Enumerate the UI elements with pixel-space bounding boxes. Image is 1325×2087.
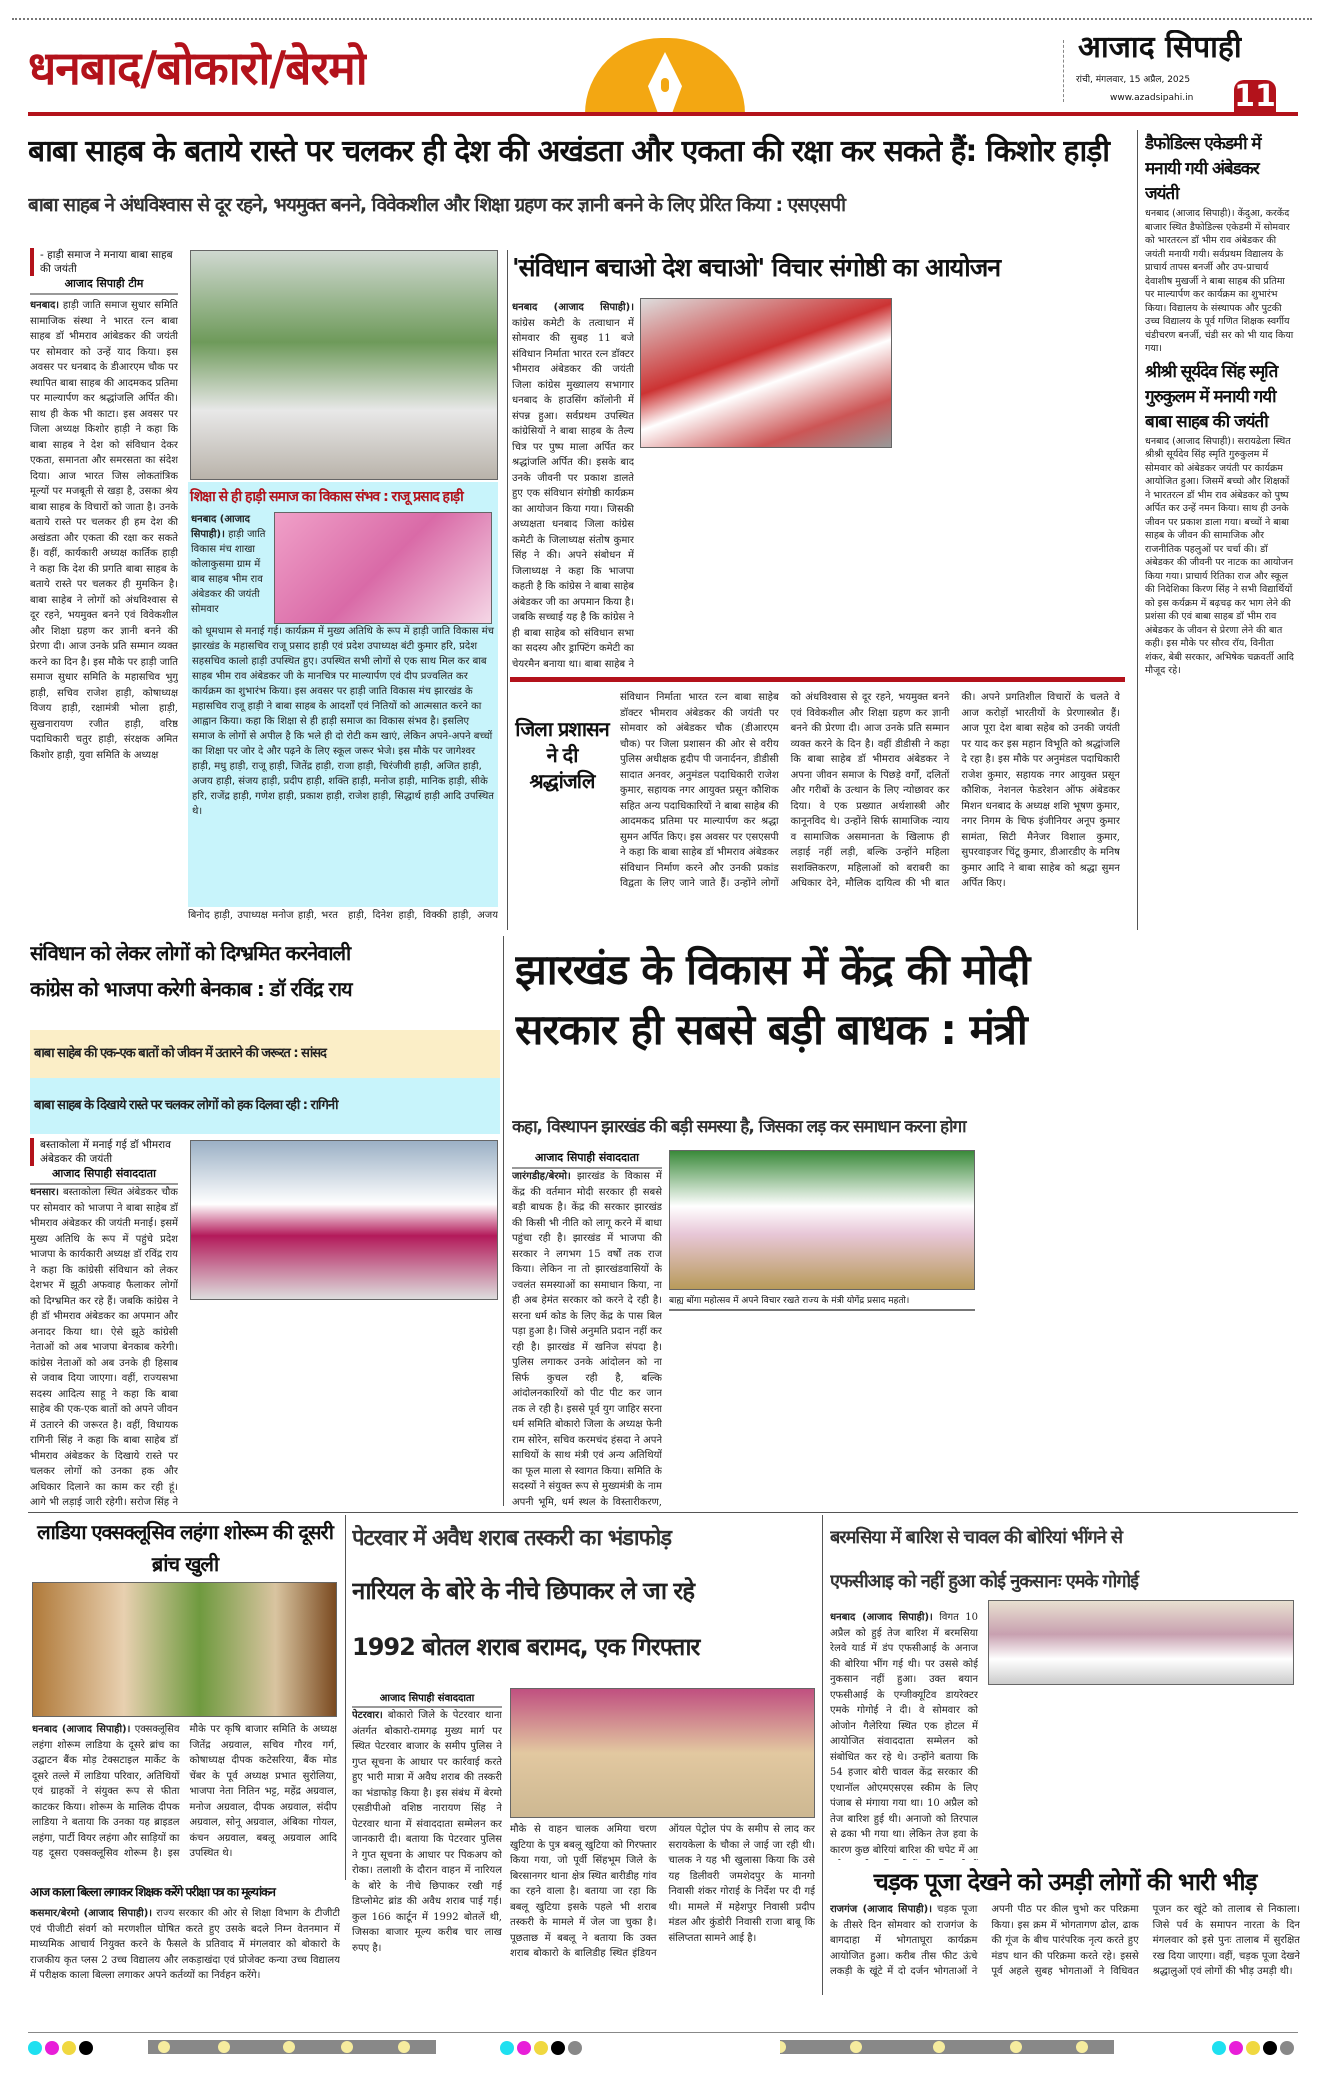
lead-headline: बाबा साहब के बताये रास्ते पर चलकर ही देश की अखंडता और एकता की रक्षा कर सकते हैं: किशोर हाड़ी [28, 134, 1110, 169]
admin-body: संविधान निर्माता भारत रत्न बाबा साहेब डॉक्टर भीमराव अंबेडकर की जयंती पर सोमवार को अंबेडकर चौक (डीआरएम चौक) पर जिला प्रशासन की ओर से वरीय पुलिस अधीक्षक हृदीप पी जनार्दनन, डीडीसी सादात अनवर, अनुमंडल पदाधिकारी राजेश कुमार, सहायक नगर आयुक्त प्रसून कौशिक सहित अन्य पदाधिकारियों ने बाबा साहेब की आदमकद प्रतिमा पर माल्यार्पण कर श्रद्धा सुमन अर्पित किए। इस अवसर पर एसएसपी ने कहा कि बाबा साहेब डॉ भीमराव अंबेडकर संविधान निर्माण करने और उनकी प्रकांड विद्वता के लिए जाने जाते हैं। उन्होंने लोगों को अंधविश्वास से दूर रहने, भयमुक्त बनने एवं विवेकशील और शिक्षा ग्रहण कर ज्ञानी बनने की प्रेरणा दी। आज उनके प्रति सम्मान व्यक्त करने के दिन है। वहीं डीडीसी ने कहा कि बाबा साहेब डॉ भीमराव अंबेडकर ने अपना जीवन समाज के पिछड़े वर्गों, दलितों और गरीबों के उत्थान के लिए न्योछावर कर दिया। वे एक प्रख्यात अर्थशास्त्री और कानूनविद थे। उन्होंने सिर्फ सामाजिक न्याय व सामाजिक असमानता के खिलाफ ही लड़ाई नहीं लड़ी, बल्कि उन्होंने महिला सशक्तिकरण, महिलाओं को बराबरी का अधिकार देने, मौलिक दायित्व की भी बात की। अपने प्रगतिशील विचारों के चलते वे आज करोड़ों भारतीयों के प्रेरणास्त्रोत हैं। आज पूरा देश बाबा सहेब को उनकी जयंती पर याद कर इस महान विभूति को श्रद्धांजलि दे रहा है। इस मौके पर अनुमंडल पदाधिकारी राजेश कुमार, सहायक नगर आयुक्त प्रसून कौशिक, नेशनल फेडरेशन ऑफ अंबेडकर मिशन धनबाद के अध्यक्ष शशि भूषण कुमार, नगर निगम के चिफ इंजीनियर अनूप कुमार सामंता, सिटी मैनेजर विशाल कुमार, सुपरवाइजर चिंटू कुमार, डीआरडीए के मनिष कुमार आदि ने बाबा साहेब को श्रद्धा सुमन अर्पित किए। [620, 692, 1120, 889]
bjp-byline: आजाद सिपाही संवाददाता [30, 1166, 178, 1185]
yellow-dot [1010, 2041, 1022, 2053]
grey-mark [568, 2041, 582, 2055]
yellow-dot [780, 2041, 786, 2053]
teacher-body-text: राज्य सरकार की ओर से शिक्षा विभाग के टीजीटी एवं पीजीटी संवर्ग को मरणशील घोषित करते हुए उसके बदले निम्न वेतनमान में माध्यमिक आचार्य नियुक्त करने के फैसले के प्रतिवाद में मंगलवार को बोकारो के राजकीय कृत प्लस 2 उच्च विद्यालय और लकड़ाखंदा एवं प्रोजेक्ट कन्या उच्च विद्यालय में परीक्षक काला बिल्ला लगाकर अपने कर्तव्यों का निर्वहन करेंगे। [30, 1908, 340, 1981]
liquor-body-left-text: बोकारो जिले के पेटरवार थाना अंतर्गत बोकारो-रामगढ़ मुख्य मार्ग पर स्थित पेटरवार बाजार के समीप पुलिस ने गुप्त सूचना के आधार पर कार्रवाई करते हुए भारी मात्रा में अवैध शराब की तस्करी का भंडाफोड़ किया है। इस संबंध में बेरमो एसडीपीओ वशिष्ठ नारायण सिंह ने पेटरवार थाना में संवाददाता सम्मेलन कर जानकारी दी। बताया कि पेटरवार पुलिस ने गुप्त सूचना के आधार पर पिकअप को रोका। तलाशी के दौरान वाहन में नारियल के बोरे के नीचे छिपाकर रखी गई डिप्लोमेट ब्रांड की अवैध शराब पाई गई। कुल 166 कार्टून में 1992 बोतलें थी, जिसका बाजार मूल्य करीब चार लाख रुपए है। [352, 1710, 502, 1954]
lead-kicker: - हाड़ी समाज ने मनाया बाबा साहब की जयंती [30, 248, 178, 276]
yellow-dot [341, 2041, 353, 2053]
page-number: 11 [1234, 80, 1276, 114]
column-divider [345, 1515, 346, 1880]
sidebar-story1-headline: डैफोडिल्स एकेडमी में मनायी गयी अंबेडकर जयंती [1145, 134, 1261, 204]
showroom-dateline: धनबाद (आजाद सिपाही)। [32, 1724, 131, 1735]
black-mark [79, 2041, 93, 2055]
admin-col1 [512, 690, 612, 926]
dateline: रांची, मंगलवार, 15 अप्रैल, 2025 [1076, 75, 1191, 85]
column-divider [507, 250, 508, 930]
box-body: को धूमधाम से मनाई गई। कार्यक्रम में मुख्य अतिथि के रूप में हाड़ी जाति विकास मंच झारखंड के महासचिव राजू प्रसाद हाड़ी एवं प्रदेश उपाध्यक्ष बंटी कुमार हरि, प्रदेश सहसचिव कालो हाड़ी उपस्थित हुए। उपस्थित सभी लोगों से एक साथ मिल कर बाब साहब भीम राव अंबेडकर जी के मानचित्र पर माल्यार्पण एवं दीप प्रज्वलित कर कार्यक्रम का शुभारंभ किया। इस अवसर पर हाड़ी जाति विकास मंच झारखंड के महासचिव राजू हाड़ी ने बाबा साहब के आदर्शों एवं नितियों को आत्मसात करने का आह्वान किया। कहा कि शिक्षा से ही हाड़ी समाज का विकास संभव है। इसलिए समाज के लोगों से अपील है कि भले ही दो रोटी कम खाएं, लेकिन अपने-अपने बच्चों का शिक्षा पर जोर दे और पढ़ने के लिए स्कूल जरूर भेजे। इस मौके पर जागेश्वर हाड़ी, मधु हाड़ी, राजू हाड़ी, जितेंद्र हाड़ी, राजा हाड़ी, चिरंजीवी हाड़ी, अजित हाड़ी, अजय हाड़ी, संजय हाड़ी, प्रदीप हाड़ी, शक्ति हाड़ी, मनोज हाड़ी, मानिक हाड़ी, सीके हरि, राजेंद्र हाड़ी, गणेश हाड़ी, प्रकाश हाड़ी, राजेश हाड़ी, सिद्धार्थ हाड़ी आदि उपस्थित थे। [192, 626, 494, 817]
black-mark [551, 2041, 565, 2055]
row-rule [28, 1512, 1298, 1513]
sidebar-story2-text: सरायढेला स्थित श्रीश्री सूर्यदेव सिंह स्मृति गुरुकुलम में सोमवार को अंबेडकर जयंती पर कार्यक्रम आयोजित हुआ। जिसमें बच्चो और शिक्षकों ने भारतरत्न डॉ भीम राव अंबेडकर को पुष्प अर्पित कर उन्हें नमन किया। साथ ही उनके जीवन पर प्रकाश डाला गया। बच्चों ने बाबा साहब के जीवन की सामाजिक और राजनीतिक पहलुओं पर चर्चा की। डॉ अंबेडकर की जीवनी पर नाटक का आयोजन किया गया। प्राचार्य रितिका राज और स्कूल की निदेशिका किरण सिंह ने सभी विद्यार्थियों को इस कर्यक्रम में बढ़चढ़ कर भाग लेने की प्रशंसा की एवं बाबा साहब डॉ भीम राव अंबेडकर के जीवन से प्रेरणा लेने की बात कही। इस मौके पर सौरव रॉय, विनीता शंकर, बेबी सरकार, अभिषेक चक्रवर्ती आदि मौजूद रहे। [1145, 435, 1294, 676]
paper-name: आजाद सिपाही [1078, 30, 1242, 65]
seminar-photo [640, 298, 892, 448]
teacher-body [30, 1906, 340, 2016]
minister-photo [669, 1150, 975, 1290]
magenta-mark [45, 2041, 59, 2055]
liquor-photo [510, 1688, 815, 1818]
chadak-headline: चड़क पूजा देखने को उमड़ी लोगों की भारी भीड़ [873, 1868, 1257, 1896]
yellow-mark [62, 2041, 76, 2055]
footer-rule [28, 2032, 1298, 2033]
column-divider [503, 936, 504, 1506]
magenta-mark [517, 2041, 531, 2055]
minister-dateline: जारंगडीह/बेरमो। [512, 1171, 571, 1182]
sidebar-divider [1137, 130, 1138, 930]
yellow-dot [1076, 2041, 1088, 2053]
yellow-dot [850, 2041, 862, 2053]
registration-marks-centre [500, 2040, 590, 2056]
liquor-headline-3: 1992 बोतल शराब बरामद, एक गिरफ्तार [352, 1633, 700, 1661]
box-story [188, 482, 498, 907]
fci-headline-2: एफसीआइ को नहीं हुआ कोई नुकसानः एमके गोगोई [830, 1571, 1138, 1592]
section-rule [510, 677, 1125, 682]
top-rule [12, 18, 1312, 20]
lead-photo [190, 250, 498, 480]
fci-body-text: विगत 10 अप्रैल को हुई तेज बारिश में बरमसिया रेलवे यार्ड में डंप एफसीआई के अनाज की बोरिया भींग गई थी। पर उससे कोई नुकसान नहीं हुआ। उक्त बयान एफसीआई के एग्जीक्यूटिव डायरेक्टर एमके गोगोई ने दी। वे सोमवार को ओजोन गैलेरिया स्थित एक होटल में आयोजित संवाददाता सम्मेलन को संबोधित कर रहे थे। उन्होंने बताया कि 54 हजार बोरी चावल केंद्र सरकार की एथानॉल ओएमएसएस स्कीम के लिए पंजाब से मंगाया गया था। 10 अप्रैल को तेज बारिश हुई थी। अनाजो को तिरपाल से ढका भी गया था। लेकिन तेज हवा के कारण कुछ बोरियां बारिश की चपेट में आ [830, 1612, 978, 1856]
bjp-dateline: धनसार। [30, 1187, 59, 1198]
showroom-photo [32, 1582, 337, 1717]
yellow-mark [1246, 2041, 1260, 2055]
liquor-col1 [352, 1690, 502, 2020]
colour-bar-left [148, 2040, 436, 2054]
masthead-rule [28, 112, 1298, 116]
teacher-headline: आज काला बिल्ला लगाकर शिक्षक करेंगे परीक्षा पत्र का मूल्यांकन [30, 1885, 275, 1899]
lead-dateline: धनबाद। [30, 300, 60, 311]
minister-headline-1: झारखंड के विकास में केंद्र की मोदी [515, 945, 1030, 994]
colour-bar-right [780, 2040, 1114, 2054]
minister-col3 [985, 1150, 1295, 1506]
minister-photo-caption: बाह्य बोंगा महोत्सव में अपने विचार रखते राज्य के मंत्री योगेंद्र प्रसाद महतो। [669, 1293, 975, 1311]
lead-body-text: हाड़ी जाति समाज सुधार समिति सामाजिक संस्था ने भारत रत्न बाबा साहब डॉ भीमराव आंबेडकर की जयंती पर सोमवार को उन्हें याद किया। इस अवसर पर धनबाद के डीआरएम चौक पर स्थापित बाबा साहब की आदमकद प्रतिमा पर माल्यार्पण कर श्रद्धांजलि अर्पित की। साथ ही केक भी काटा। इस अवसर पर जिला अध्यक्ष किशोर हाड़ी ने कहा कि बाबा साहब ने देश को संविधान देकर एकता, समानता और समरसता का संदेश दिया। आज भारत जिस लोकतांत्रिक मूल्यों पर मजबूती से खड़ा है, उसका श्रेय बाबा साहब के विचारों को जाता है। उनके बताये रास्ते पर चलकर ही हम देश की अखंडता और एकता की रक्षा कर सकते हैं। वहीं, कार्यकारी अध्यक्ष कार्तिक हाड़ी ने कहा कि देश की प्रगति बाबा साहब के बताये रास्ते पर चलकर ही मुमकिन है। बाबा साहेब ने लोगों को अंधविश्वास से दूर रहने, भयमुक्त बनने एवं विवेकशील और शिक्षा ग्रहण कर ज्ञानी बनने की प्रेरणा दी। आज उनके प्रति सम्मान व्यक्त करने का दिन है। इस मौके पर हाड़ी जाति समाज सुधार समिति के महासचिव भुगु हाड़ी, सचिव राजेश हाड़ी, कोषाध्यक्ष विजय हाड़ी, रक्षामंत्री भोला हाड़ी, सुखनारायण रजीत हाड़ी, वरिष्ठ पदाधिकारी चतुर हाड़ी, संरक्षक अमित किशोर हाड़ी, युवा समिति के अध्यक्ष [30, 300, 178, 761]
fci-col1 [830, 1610, 978, 1860]
box-photo [274, 512, 492, 624]
cyan-mark [1212, 2041, 1226, 2055]
magenta-mark [1229, 2041, 1243, 2055]
box-dateline: धनबाद (आजाद सिपाही)। [191, 514, 250, 540]
minister-body-text: झारखंड के विकास में केंद्र की वर्तमान मोदी सरकार ही सबसे बड़ी बाधक है। केंद्र की सरकार झारखंड की किसी भी नीति को लागू करने में बाधा पहुंचा रही है। झारखंड में भाजपा की सरकार ने लगभग 15 वर्षों तक राज किया। लेकिन ना तो झारखंडवासियों के ज्वलंत समस्याओं का समाधान किया, ना ही अब हेमंत सरकार को करने दे रही है। सरना धर्म कोड के लिए केंद्र के पास बिल पड़ा हुआ है। जिसे अनुमति प्रदान नहीं कर रही है। झारखंड में खनिज संपदा है। पुलिस लगाकर उनके आंदोलन को ना सिर्फ कुचल रही है, बल्कि आंदोलनकारियों को पीट पीट कर जान तक ले रही है। इससे पूर्व युग जाहिर सरना धर्म समिति बोकारो जिला के अध्यक्ष फेनी राम सोरेन, सचिव करमचंद हंसदा ने अपने साथियों के साथ मंत्री एवं अन्य अतिथियों का फूल माला से स्वागत किया। समिति के सदस्यों ने संयुक्त रूप से मुख्यमंत्री के नाम अपनी भूमि, धर्म स्थल के विस्तारीकरण, [512, 1171, 662, 1508]
yellow-mark [534, 2041, 548, 2055]
chadak-body-text: चड़क पूजा के तीसरे दिन सोमवार को राजगंज के बागदाहा में भोगताघूरा कार्यक्रम आयोजित हुआ। करीब तीस फीट ऊंचे लकड़ी के खूंटे में दो दर्जन भोगताओं ने अपनी पीठ पर कील चुभो कर परिक्रमा किया। इस क्रम में भोगतागण ढोल, ढाक की गूंज के बीच पारंपरिक नृत्य करते हुए मंडप थान की परिक्रमा करते रहे। इससे पूर्व अहले सुबह भोगताओं ने विधिवत पूजन कर खूंटे को तालाब से निकाला। जिसे पर्व के समापन नारता के दिन मंगलवार को इसे पुनः तालाब में सुरक्षित रख दिया जाएगा। वहीं, चड़क पूजा देखने श्रद्धालुओं एवं लोगों की भीड़ उमड़ी थी। [830, 1904, 1300, 1977]
fci-photo [988, 1600, 1294, 1685]
website-link[interactable]: www.azadsipahi.in [1110, 93, 1194, 103]
lead-story-column [30, 248, 178, 928]
fci-headline-1: बरमसिया में बारिश से चावल की बोरियां भींगने से [830, 1527, 1123, 1548]
seminar-col2 [640, 455, 892, 673]
box-wrap-body: हाड़ी जाति विकास मंच शाखा कोलाकुसमा ग्राम में बाब साहब भीम राव अंबेडकर की जयंती सोमवार [191, 529, 266, 615]
minister-col2 [669, 1312, 975, 1507]
yellow-dot [283, 2041, 295, 2053]
fci-dateline: धनबाद (आजाद सिपाही)। [830, 1612, 933, 1623]
bjp-story-col [30, 1138, 178, 1508]
minister-byline: आजाद सिपाही संवाददाता [512, 1150, 662, 1169]
bjp-kicker: बस्ताकोला में मनाई गई डॉ भीमराव अंबेडकर की जयंती [30, 1138, 178, 1166]
seminar-dateline: धनबाद (आजाद सिपाही)। [512, 302, 634, 313]
showroom-body-text: एक्सक्लूसिव लहंगा शोरूम लाडिया के दूसरे ब्रांच का उद्घाटन बैंक मोड़ टेक्सटाइल मार्केट के दूसरे तल्ले में लाडिया परिवार, अतिथियों एवं ग्राहकों ने संयुक्त रूप से फीता काटकर किया। शोरूम के मालिक दीपक लाडिया ने बताया कि उनका यह ब्राइडल लहंगा, पार्टी वियर लहंगा और साड़ियों का यह दूसरा एक्सक्लूसिव शोरूम है। इस मौके पर कृषि बाजार समिति के अध्यक्ष जितेंद्र अग्रवाल, सचिव गौरव गर्ग, कोषाध्यक्ष दीपक कटेसरिया, बैंक मोड चेंबर के पूर्व अध्यक्ष प्रभात सुरोलिया, भाजपा नेता नितिन भट्ट, महेंद्र अग्रवाल, मनोज अग्रवाल, दीपक अग्रवाल, संदीप अग्रवाल, सोनू अग्रवाल, अंबिका गोयल, कंचन अग्रवाल, बबलू अग्रवाल आदि उपस्थित थे। [32, 1724, 337, 1859]
seminar-col3 [900, 300, 1025, 672]
masthead-divider [1063, 40, 1064, 102]
bjp-headline-1: संविधान को लेकर लोगों को दिग्भ्रमित करनेवाली [30, 941, 351, 965]
minister-body [512, 1169, 662, 1510]
grey-mark [1280, 2041, 1294, 2055]
minister-subheadline: कहा, विस्थापन झारखंड की बड़ी समस्या है, जिसका लड़ कर समाधान करना होगा [512, 1117, 966, 1137]
section-title: धनबाद/बोकारो/बेरमो [28, 41, 367, 95]
seminar-body: कांग्रेस कमेटी के तत्वाधान में सोमवार की सुबह 11 बजे संविधान निर्माता भारत रत्न डॉक्टर भीमराव अंबेडकर की जयंती जिला कांग्रेस मुख्यालय सभागार धनबाद के हाउसिंग कॉलोनी में संपन्न हुआ। सर्वप्रथम उपस्थित कांग्रेसियों ने बाबा साहब के तैल्य चित्र पर पुष्प माला अर्पित कर श्रद्धांजलि अर्पित की। इसके बाद उनके जीवनी पर प्रकाश डालते हुए एक संविधान संगोष्ठी कार्यक्रम का आयोजन किया गया। जिसकी अध्यक्षता धनबाद जिला कांग्रेस कमेटी के जिलाध्यक्ष संतोष कुमार सिंह ने की। अपने संबोधन में जिलाध्यक्ष ने कहा कि भाजपा कहती है कि कांग्रेस ने बाबा साहेब अंबेडकर जी का अपमान किया है। जबकि सच्चाई यह है कि कांग्रेस ने ही बाबा साहेब को संविधान सभा का सदस्य और ड्राफ्टिंग कमेटी का चेयरमैन बनाया था। बाबा साहेब ने [512, 317, 634, 670]
fci-body-cont [988, 1690, 1294, 1860]
cyan-mark [500, 2041, 514, 2055]
bjp-deck-1: बाबा साहेब की एक-एक बातों को जीवन में उतारने की जरूरत : सांसद [30, 1030, 500, 1078]
lead-body-cont: बिनोद हाड़ी, उपाध्यक्ष मनोज हाड़ी, भरत हाड़ी, दिनेश हाड़ी, विक्की हाड़ी, अजय [188, 910, 498, 921]
liquor-dateline: पेटरवार। [352, 1710, 383, 1721]
bjp-deck-2: बाबा साहब के दिखाये रास्ते पर चलकर लोगों को हक दिलवा रही : रागिनी [30, 1078, 500, 1134]
liquor-byline: आजाद सिपाही संवाददाता [352, 1690, 502, 1708]
teacher-dateline: कसमार/बेरमो (आजाद सिपाही)। [30, 1908, 153, 1919]
minister-col1 [512, 1150, 662, 1510]
sidebar [1145, 132, 1295, 928]
minister-headline-2: सरकार ही सबसे बड़ी बाधक : मंत्री [515, 1005, 1027, 1054]
sidebar-story2-headline: श्रीश्री सूर्यदेव सिंह स्मृति गुरुकुलम में मनायी गयी बाबा साहब की जयंती [1145, 361, 1278, 432]
yellow-dot [158, 2041, 170, 2053]
lead-body [30, 298, 178, 763]
chadak-dateline: राजगंज (आजाद सिपाही)। [830, 1904, 932, 1915]
registration-marks-left [28, 2040, 108, 2056]
sidebar-story1-text: केंदुआ, करकेंद बाजार स्थित डैफोडिल्स एकेडमी में सोमवार को भारतरत्न डॉ भीम राव अंबेडकर की जयंती मनायी गयी। सर्वप्रथम विद्यालय के प्राचार्य तापस बनर्जी और उप-प्राचार्य देवाशीष मुखर्जी ने बाबा साहब की प्रतिमा पर माल्यार्पण कर कार्यक्रम का शुभारंभ किया। विद्यालय के संस्थापक और पुटकी उच्च विद्यालय के पूर्व गणित शिक्षक स्वर्गीय चंडीचरण बनर्जी, चंडी सर को भी याद किया गया। [1145, 208, 1294, 354]
lead-byline: आजाद सिपाही टीम [30, 276, 178, 295]
admin-headline: जिला प्रशासन ने दी श्रद्धांजलि [515, 717, 609, 793]
sidebar-story2-body [1145, 435, 1295, 678]
liquor-body-left [352, 1708, 502, 1956]
sidebar-story1-dateline: धनबाद (आजाद सिपाही)। [1145, 208, 1235, 219]
seminar-headline: 'संविधान बचाओ देश बचाओ' विचार संगोष्ठी का आयोजन [512, 253, 1001, 282]
bjp-body-cont [190, 1305, 498, 1505]
chadak-body [830, 1902, 1300, 2010]
liquor-headline-2: नारियल के बोरे के नीचे छिपाकर ले जा रहे [352, 1577, 694, 1605]
sidebar-story1-body [1145, 207, 1295, 356]
box-wrap-text [188, 512, 266, 624]
box-headline: शिक्षा से ही हाड़ी समाज का विकास संभव : राजू प्रसाद हाड़ी [190, 489, 463, 505]
bjp-headline-2: कांग्रेस को भाजपा करेगी बेनकाब : डॉ रविंद्र राय [30, 977, 352, 1001]
bjp-body [30, 1185, 178, 1508]
sidebar-story2-dateline: धनबाद (आजाद सिपाही)। [1145, 435, 1235, 447]
lead-subheadline: बाबा साहब ने अंधविश्वास से दूर रहने, भयमुक्त बनने, विवेकशील और शिक्षा ग्रहण कर ज्ञानी बनने के लिए प्रेरित किया : एसएसपी [28, 194, 846, 216]
cyan-mark [28, 2041, 42, 2055]
liquor-headline-1: पेटरवार में अवैध शराब तस्करी का भंडाफोड़ [352, 1526, 672, 1551]
bjp-photo [190, 1140, 498, 1300]
showroom-headline: लाडिया एक्सक्लूसिव लहंगा शोरूम की दूसरी ब्रांच खुली [37, 1520, 333, 1576]
seminar-col1 [512, 300, 634, 672]
nib-hole [661, 78, 669, 92]
registration-marks-right [1212, 2040, 1298, 2056]
yellow-dot [218, 2041, 230, 2053]
yellow-dot [398, 2041, 410, 2053]
liquor-body-right: मौके से वाहन चालक अमिया चरण खुटिया के पुत्र बबलू खुटिया को गिरफ्तार किया गया, जो पूर्वी सिंहभूम जिले के बिरसानगर थाना क्षेत्र स्थित बारीडीह गांव का रहने वाला है। बताया जा रहा कि बबलू खुटिया इसके पहले भी शराब तस्करी के मामले में जेल जा चुका है। पूछताछ में बबलू ने बताया कि उक्त शराब बोकारो के बालिडीह स्थित इंडियन ऑयल पेट्रोल पंप के समीप से लाद कर सरायकेला के चौका ले जाई जा रही थी। चालक ने यह भी खुलासा किया कि उसे यह डिलीवरी जमशेदपुर के मानगो निवासी शंकर गोराई के निर्देश पर दी गई थी। मामले में महेशपुर निवासी प्रदीप मंडल और कुंडोरी निवासी राजा बाबू कि संलिप्तता सामने आई है। [510, 1824, 815, 1959]
yellow-dot [933, 2041, 945, 2053]
column-divider [822, 1515, 823, 1995]
bjp-body-text: बस्ताकोला स्थित अंबेडकर चौक पर सोमवार को भाजपा ने बाबा साहेब डॉ भीमराव अंबेडकर की जयंती मनाई। इसमें मुख्य अतिथि के रूप में पहुंचे प्रदेश भाजपा के कार्यकारी अध्यक्ष डॉ रविंद्र राय ने कहा कि कांग्रेसी संविधान को लेकर देशभर में झूठी अफवाह फैलाकर लोगों को दिग्भ्रमित कर रहे हैं। जबकि कांग्रेस ने ही डॉ भीमराव अंबेडकर का अपमान और अनादर किया था। ऐसे झूठे कांग्रेसी नेताओं को अब भाजपा बेनकाब करेगी। कांग्रेस नेताओं को अब उनके ही हिसाब से जवाब दिया जाएगा। वहीं, राज्यसभा सदस्य आदित्य साहू ने कहा कि बाबा साहेब की एक-एक बातों को अपने जीवन में उतारने की जरूरत है। वहीं, विधायक रागिनी सिंह ने कहा कि बाबा साहेब डॉ भीमराव अंबेडकर के दिखाये रास्ते पर चलकर लोगों को उनका हक और अधिकार दिलाने का काम कर रही हूं। आगे भी लड़ाई जारी रहेगी। सरोज सिंह ने [30, 1187, 178, 1508]
showroom-body [32, 1722, 337, 1867]
black-mark [1263, 2041, 1277, 2055]
